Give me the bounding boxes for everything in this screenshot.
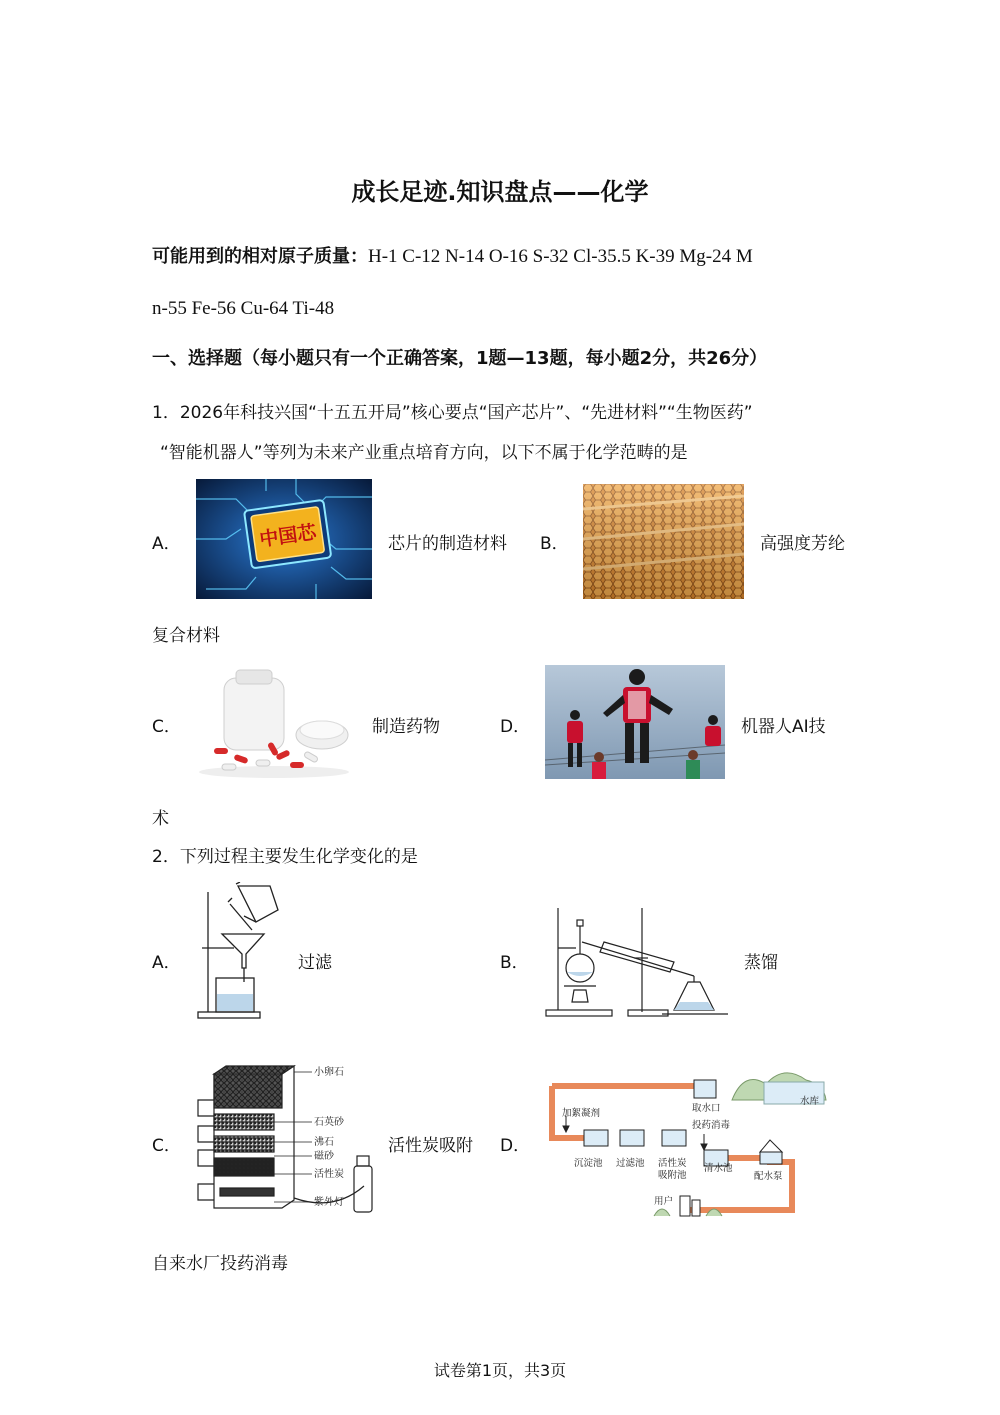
water-plant-diagram bbox=[544, 1054, 828, 1220]
atomic-mass-values-2: n-55 Fe-56 Cu-64 Ti-48 bbox=[152, 298, 335, 319]
q1-option-d-text: 机器人AI技 bbox=[741, 717, 826, 737]
q2-stem-text: 下列过程主要发生化学变化的是 bbox=[179, 847, 418, 867]
q1-number: 1． bbox=[152, 403, 180, 423]
q2-option-c-text: 活性炭吸附 bbox=[388, 1136, 473, 1156]
filtration-diagram bbox=[194, 882, 286, 1020]
label-water-intake: 取水口 bbox=[692, 1103, 721, 1114]
q2-stem-line bbox=[152, 849, 418, 866]
label-clear-water-tank: 清水池 bbox=[704, 1163, 733, 1174]
q2-option-d-text: 自来水厂投药消毒 bbox=[152, 1254, 288, 1274]
q1-stem-line-1 bbox=[152, 405, 753, 422]
medicine-bottle-image bbox=[194, 660, 356, 779]
q1-option-d-text-cont: 术 bbox=[152, 809, 169, 829]
q1-option-d-letter: D． bbox=[500, 717, 531, 737]
label-distribution-pump: 配水泵 bbox=[754, 1171, 783, 1182]
q1-option-b-letter: B． bbox=[540, 534, 569, 554]
q2-option-a-text: 过滤 bbox=[298, 953, 332, 973]
label-magnetic-sand: 磁砂 bbox=[314, 1151, 334, 1162]
distillation-diagram bbox=[544, 906, 728, 1020]
q1-option-c-letter: C． bbox=[152, 717, 181, 737]
q1-option-a-letter: A． bbox=[152, 534, 181, 554]
label-filter-tank: 过滤池 bbox=[616, 1158, 645, 1169]
q1-option-b-text: 高强度芳纶 bbox=[760, 534, 845, 554]
chip-image-text: 中国芯 bbox=[258, 521, 318, 551]
label-reservoir: 水库 bbox=[800, 1096, 820, 1107]
q1-stem-text-1: 2026年科技兴国“十五五开局”核心要点“国产芯片”、“先进材料”“生物医药” bbox=[179, 403, 753, 423]
label-activated-carbon-tank: 活性炭 bbox=[658, 1158, 687, 1169]
chip-image bbox=[196, 479, 372, 599]
robot-dance-image bbox=[545, 665, 725, 779]
q2-option-d-letter: D． bbox=[500, 1136, 531, 1156]
label-adsorption-tank: 吸附池 bbox=[658, 1170, 687, 1181]
q2-option-b-letter: B． bbox=[500, 953, 529, 973]
q2-option-c-letter: C． bbox=[152, 1136, 181, 1156]
label-dosing-disinfection: 投药消毒 bbox=[692, 1120, 731, 1131]
q2-option-a-letter: A． bbox=[152, 953, 181, 973]
label-activated-carbon: 活性炭 bbox=[314, 1169, 344, 1180]
label-users: 用户 bbox=[654, 1196, 674, 1207]
page-title: 成长足迹.知识盘点——化学 bbox=[351, 178, 649, 206]
label-sedimentation-tank: 沉淀池 bbox=[574, 1158, 603, 1169]
label-add-coagulant: 加絮凝剂 bbox=[562, 1108, 601, 1119]
q1-option-a-text: 芯片的制造材料 bbox=[388, 534, 507, 554]
q1-option-c-text: 制造药物 bbox=[372, 717, 440, 737]
q2-option-b-text: 蒸馏 bbox=[744, 953, 778, 973]
atomic-mass-line-1 bbox=[152, 247, 753, 266]
label-quartz-sand: 石英砂 bbox=[314, 1117, 344, 1128]
section-heading: 一、选择题（每小题只有一个正确答案，1题—13题，每小题2分，共26分） bbox=[152, 348, 768, 369]
atomic-mass-label: 可能用到的相对原子质量： bbox=[152, 246, 368, 267]
q1-option-b-text-cont: 复合材料 bbox=[152, 626, 220, 646]
label-pebbles: 小卵石 bbox=[314, 1067, 344, 1078]
atomic-mass-values-1: H-1 C-12 N-14 O-16 S-32 Cl-35.5 K-39 Mg-24 M bbox=[368, 246, 753, 267]
q2-number: 2． bbox=[152, 847, 180, 867]
aramid-honeycomb-image bbox=[583, 484, 744, 599]
page-footer: 试卷第1页，共3页 bbox=[433, 1361, 567, 1380]
q1-stem-line-2: “智能机器人”等列为未来产业重点培育方向，以下不属于化学范畴的是 bbox=[160, 443, 688, 463]
water-purifier-diagram bbox=[194, 1062, 374, 1218]
label-uv-lamp: 紫外灯 bbox=[314, 1197, 344, 1208]
label-zeolite: 沸石 bbox=[314, 1137, 334, 1148]
